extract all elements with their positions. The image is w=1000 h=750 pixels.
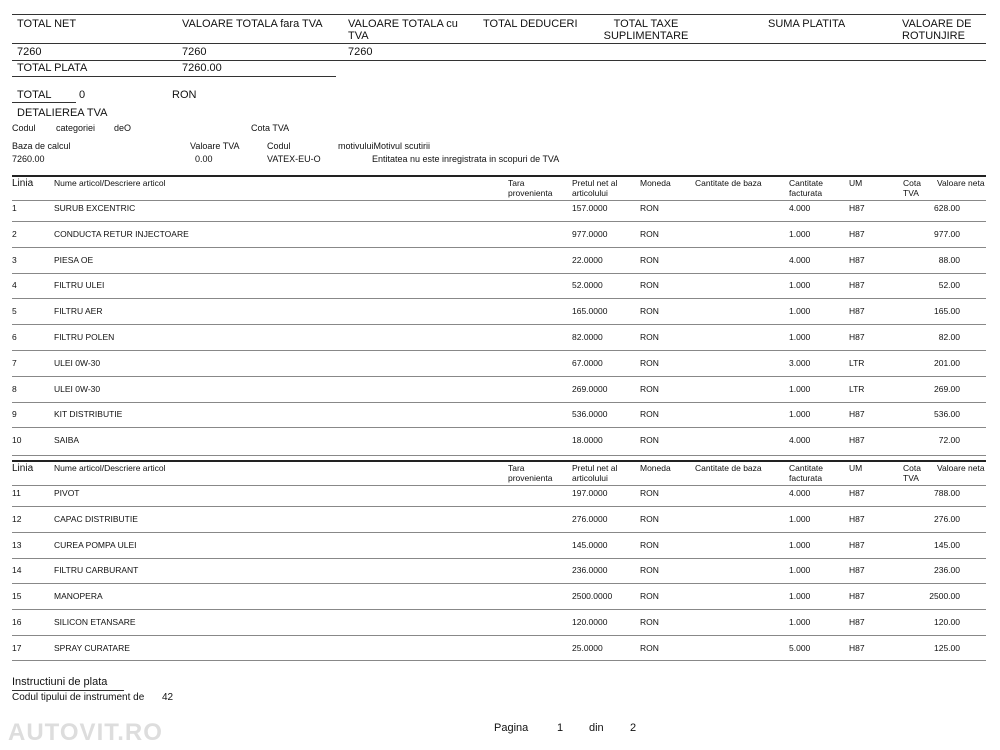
row-line-number: 15 [12, 591, 22, 601]
header-name: Nume articol/Descriere articol [54, 178, 166, 188]
row-item-currency: RON [640, 384, 659, 394]
row-item-quantity: 1.000 [789, 280, 811, 290]
row-item-currency: RON [640, 306, 659, 316]
vat-motiv-value: Entitatea nu este inregistrata in scopuri de TVA [372, 154, 560, 164]
row-item-um: H87 [849, 514, 865, 524]
row-item-name: CUREA POMPA ULEI [54, 540, 137, 550]
table-header-bottom-rule [12, 200, 986, 201]
row-divider [12, 558, 986, 559]
row-item-price: 977.0000 [572, 229, 608, 239]
row-item-price: 67.0000 [572, 358, 603, 368]
row-item-quantity: 4.000 [789, 435, 811, 445]
row-item-value: 201.00 [934, 358, 960, 368]
row-item-currency: RON [640, 229, 659, 239]
row-item-value: 628.00 [934, 203, 960, 213]
row-line-number: 1 [12, 203, 17, 213]
total-plata-label: TOTAL PLATA [17, 62, 88, 74]
row-item-value: 236.00 [934, 565, 960, 575]
header-valoare: Valoare neta [937, 178, 985, 188]
vat-motiv-label: motivuluiMotivul scutirii [338, 141, 431, 151]
row-item-price: 52.0000 [572, 280, 603, 290]
row-item-um: H87 [849, 409, 865, 419]
table-bottom-rule [12, 660, 986, 661]
total-plata-value: 7260.00 [182, 62, 222, 74]
row-item-value: 52.00 [938, 280, 960, 290]
row-item-um: H87 [849, 229, 865, 239]
row-divider [12, 427, 986, 428]
row-line-number: 17 [12, 643, 22, 653]
vat-codul-label: Codul [267, 141, 291, 151]
row-item-name: FILTRU CARBURANT [54, 565, 139, 575]
row-item-quantity: 1.000 [789, 409, 811, 419]
row-item-price: 22.0000 [572, 255, 603, 265]
header-linia: Linia [12, 178, 34, 189]
row-item-um: H87 [849, 255, 865, 265]
vat-title: DETALIEREA TVA [17, 107, 108, 119]
row-item-name: FILTRU ULEI [54, 280, 105, 290]
total-value: 0 [79, 89, 86, 101]
total-net-value: 7260 [17, 46, 42, 58]
row-divider [12, 298, 986, 299]
header-cantitate-baza: Cantitate de baza [695, 178, 762, 188]
row-item-quantity: 1.000 [789, 591, 811, 601]
row-item-um: H87 [849, 540, 865, 550]
row-item-name: PIESA OE [54, 255, 94, 265]
row-item-currency: RON [640, 203, 659, 213]
row-item-name: SILICON ETANSARE [54, 617, 136, 627]
payment-code-label: Codul tipului de instrument de [12, 692, 145, 703]
row-divider [12, 635, 986, 636]
row-line-number: 5 [12, 306, 17, 316]
row-divider [12, 247, 986, 248]
valoare-fara-tva-value: 7260 [182, 46, 207, 58]
row-line-number: 12 [12, 514, 22, 524]
table-header-rule [12, 460, 986, 462]
row-item-quantity: 1.000 [789, 306, 811, 316]
vat-deo: deO [114, 123, 132, 133]
total-deduceri-label: TOTAL DEDUCERI [483, 18, 578, 30]
row-item-value: 977.00 [934, 229, 960, 239]
header-moneda: Moneda [640, 463, 671, 473]
row-divider [12, 376, 986, 377]
row-divider [12, 273, 986, 274]
row-item-quantity: 1.000 [789, 384, 811, 394]
page-number: 1 [557, 722, 564, 734]
vat-baza-value: 7260.00 [12, 154, 45, 164]
header-cota: Cota TVA [903, 178, 921, 198]
total-net-label: TOTAL NET [17, 18, 77, 30]
row-item-um: H87 [849, 488, 865, 498]
row-line-number: 13 [12, 540, 22, 550]
row-item-um: H87 [849, 435, 865, 445]
row-item-name: SAIBA [54, 435, 80, 445]
row-item-currency: RON [640, 332, 659, 342]
row-item-currency: RON [640, 514, 659, 524]
row-item-name: FILTRU AER [54, 306, 103, 316]
row-item-um: H87 [849, 643, 865, 653]
row-item-price: 145.0000 [572, 540, 608, 550]
row-item-price: 82.0000 [572, 332, 603, 342]
pagina-label: Pagina [494, 722, 529, 734]
row-item-value: 165.00 [934, 306, 960, 316]
row-line-number: 4 [12, 280, 17, 290]
row-item-value: 88.00 [938, 255, 960, 265]
row-item-quantity: 1.000 [789, 332, 811, 342]
row-item-price: 2500.0000 [572, 591, 613, 601]
payment-code-value: 42 [162, 692, 174, 703]
header-cota: Cota TVA [903, 463, 921, 483]
row-line-number: 10 [12, 435, 22, 445]
row-line-number: 3 [12, 255, 17, 265]
row-item-price: 276.0000 [572, 514, 608, 524]
header-pret: Pretul net al articolului [572, 178, 618, 198]
row-item-currency: RON [640, 591, 659, 601]
header-moneda: Moneda [640, 178, 671, 188]
row-line-number: 11 [12, 488, 21, 498]
row-line-number: 6 [12, 332, 17, 342]
row-item-um: LTR [849, 384, 865, 394]
row-item-price: 165.0000 [572, 306, 608, 316]
row-item-um: H87 [849, 203, 865, 213]
row-item-currency: RON [640, 358, 659, 368]
row-item-quantity: 3.000 [789, 358, 811, 368]
row-item-name: MANOPERA [54, 591, 103, 601]
row-item-um: H87 [849, 280, 865, 290]
row-item-currency: RON [640, 643, 659, 653]
row-item-price: 25.0000 [572, 643, 603, 653]
header-cantitate-facturata: Cantitate facturata [789, 178, 824, 198]
row-item-value: 145.00 [934, 540, 960, 550]
row-item-price: 536.0000 [572, 409, 608, 419]
row-item-quantity: 4.000 [789, 488, 811, 498]
row-item-price: 120.0000 [572, 617, 608, 627]
row-item-currency: RON [640, 565, 659, 575]
row-divider [12, 350, 986, 351]
row-item-quantity: 4.000 [789, 255, 811, 265]
valoare-fara-tva-label: VALOARE TOTALA fara TVA [182, 18, 323, 30]
row-item-quantity: 1.000 [789, 514, 811, 524]
row-item-value: 2500.00 [929, 591, 960, 601]
header-cantitate-baza: Cantitate de baza [695, 463, 762, 473]
table-header-bottom-rule [12, 485, 986, 486]
row-item-currency: RON [640, 488, 659, 498]
row-item-quantity: 1.000 [789, 565, 811, 575]
row-item-name: SURUB EXCENTRIC [54, 203, 136, 213]
row-item-name: SPRAY CURATARE [54, 643, 130, 653]
total-pages: 2 [630, 722, 637, 734]
row-item-currency: RON [640, 435, 659, 445]
row-divider [12, 324, 986, 325]
header-pret: Pretul net al articolului [572, 463, 618, 483]
currency: RON [172, 89, 197, 101]
header-um: UM [849, 463, 863, 473]
row-item-name: FILTRU POLEN [54, 332, 115, 342]
row-line-number: 9 [12, 409, 17, 419]
row-line-number: 2 [12, 229, 17, 239]
row-line-number: 7 [12, 358, 17, 368]
row-item-name: CONDUCTA RETUR INJECTOARE [54, 229, 189, 239]
payment-title: Instructiuni de plata [12, 676, 108, 688]
din-label: din [589, 722, 604, 734]
row-item-price: 18.0000 [572, 435, 603, 445]
row-item-currency: RON [640, 540, 659, 550]
header-cantitate-facturata: Cantitate facturata [789, 463, 824, 483]
suma-platita-label: SUMA PLATITA [768, 18, 846, 30]
row-item-um: H87 [849, 332, 865, 342]
block-divider [12, 455, 986, 456]
row-item-value: 269.00 [934, 384, 960, 394]
row-item-um: LTR [849, 358, 865, 368]
vat-categoriei: categoriei [56, 123, 96, 133]
row-item-currency: RON [640, 617, 659, 627]
row-item-quantity: 1.000 [789, 229, 811, 239]
row-item-currency: RON [640, 280, 659, 290]
vat-codul: Codul [12, 123, 36, 133]
row-item-name: CAPAC DISTRIBUTIE [54, 514, 138, 524]
row-divider [12, 609, 986, 610]
row-item-quantity: 5.000 [789, 643, 811, 653]
row-item-value: 276.00 [934, 514, 960, 524]
row-item-value: 82.00 [938, 332, 960, 342]
row-item-name: KIT DISTRIBUTIE [54, 409, 123, 419]
header-tara: Tara provenienta [508, 178, 553, 198]
row-item-um: H87 [849, 306, 865, 316]
total-taxe-label: TOTAL TAXE SUPLIMENTARE [603, 18, 689, 42]
row-line-number: 14 [12, 565, 22, 575]
row-item-price: 269.0000 [572, 384, 608, 394]
row-item-name: ULEI 0W-30 [54, 358, 101, 368]
row-item-price: 157.0000 [572, 203, 608, 213]
valoare-cu-tva-value: 7260 [348, 46, 373, 58]
header-linia: Linia [12, 463, 34, 474]
valoare-rotunjire-label: VALOARE DE ROTUNJIRE [902, 18, 972, 42]
row-line-number: 8 [12, 384, 17, 394]
valoare-cu-tva-label: VALOARE TOTALA cu TVA [348, 18, 458, 42]
watermark-logo: AUTOVIT.RO [8, 719, 163, 746]
row-item-value: 72.00 [938, 435, 960, 445]
row-line-number: 16 [12, 617, 22, 627]
row-divider [12, 221, 986, 222]
row-item-quantity: 1.000 [789, 540, 811, 550]
header-name: Nume articol/Descriere articol [54, 463, 166, 473]
row-item-value: 788.00 [934, 488, 960, 498]
row-item-um: H87 [849, 591, 865, 601]
row-divider [12, 532, 986, 533]
header-tara: Tara provenienta [508, 463, 553, 483]
row-item-currency: RON [640, 255, 659, 265]
vat-valoare-value: 0.00 [195, 154, 213, 164]
vat-cota: Cota TVA [251, 123, 290, 133]
vat-codul-value: VATEX-EU-O [267, 154, 321, 164]
row-item-quantity: 4.000 [789, 203, 811, 213]
row-item-quantity: 1.000 [789, 617, 811, 627]
header-valoare: Valoare neta [937, 463, 985, 473]
row-divider [12, 402, 986, 403]
row-item-value: 536.00 [934, 409, 960, 419]
row-item-currency: RON [640, 409, 659, 419]
row-divider [12, 583, 986, 584]
row-item-um: H87 [849, 617, 865, 627]
row-divider [12, 506, 986, 507]
row-item-price: 236.0000 [572, 565, 608, 575]
vat-baza-label: Baza de calcul [12, 141, 71, 151]
row-item-value: 120.00 [934, 617, 960, 627]
row-item-price: 197.0000 [572, 488, 608, 498]
total-label: TOTAL [17, 89, 52, 101]
row-item-name: ULEI 0W-30 [54, 384, 101, 394]
vat-valoare-label: Valoare TVA [190, 141, 240, 151]
row-item-name: PIVOT [54, 488, 80, 498]
row-item-um: H87 [849, 565, 865, 575]
header-um: UM [849, 178, 863, 188]
row-item-value: 125.00 [934, 643, 960, 653]
table-header-rule [12, 175, 986, 177]
